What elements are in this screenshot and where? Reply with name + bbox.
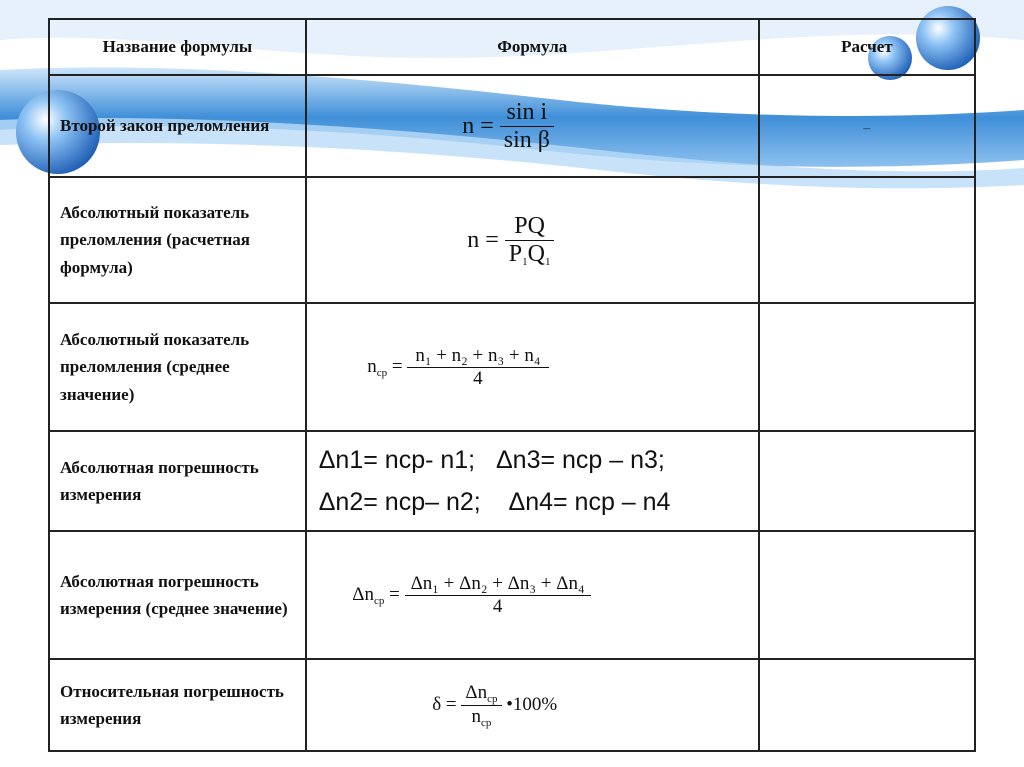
- formula-table: [48, 18, 976, 752]
- formula-abs-errors: Δn1= nср- n1; Δn3= nср – n3; Δn2= nср– n2; Δn4= nср – n4: [318, 446, 671, 516]
- calc-cell: [759, 303, 975, 431]
- row-name: Второй закон преломления: [49, 75, 306, 177]
- table-row: [49, 75, 975, 177]
- formula-index-calc: n = $\frac{PQ}{P_1Q_1}$: [467, 213, 597, 268]
- row-name: Абсолютный показатель преломления (расчетная формула): [49, 177, 306, 303]
- calc-value: –: [863, 121, 871, 136]
- calc-cell: [759, 177, 975, 303]
- row-name: Абсолютный показатель преломления (среднее значение): [49, 303, 306, 431]
- header-name: Название формулы: [49, 19, 306, 75]
- table-header-row: [49, 19, 975, 75]
- calc-cell: [759, 75, 975, 177]
- formula-mean-index: $n_{ср}$ = $\frac{\text{n₁ + n₂ + n₃ + n₄}}{4}$: [367, 345, 697, 390]
- table-row: [49, 659, 975, 751]
- calc-cell: [759, 531, 975, 659]
- formula-cell: [306, 531, 759, 659]
- formula-cell: [306, 303, 759, 431]
- formula-mean-abs-error: $\Delta n_{ср}$ = $\frac{\text{Δn₁ + Δn₂ + Δn₃ + Δn₄}}{4}$: [352, 573, 712, 618]
- formula-cell: [306, 177, 759, 303]
- formula-cell: [306, 75, 759, 177]
- formula-relative-error: δ = $\frac{\Delta n_{ср}}{n_{ср}}$ •100%: [432, 681, 558, 729]
- formula-snell: n = $\frac{\text{sin i}}{\text{sin β}}$: [462, 99, 602, 154]
- header-calc: Расчет: [759, 19, 975, 75]
- table-row: [49, 303, 975, 431]
- formula-cell: [306, 659, 759, 751]
- row-name: Абсолютная погрешность измерения: [49, 431, 306, 531]
- table-row: [49, 531, 975, 659]
- calc-cell: [759, 659, 975, 751]
- table-row: [49, 177, 975, 303]
- row-name: Относительная погрешность измерения: [49, 659, 306, 751]
- header-formula: Формула: [306, 19, 759, 75]
- table-row: [49, 431, 975, 531]
- calc-cell: [759, 431, 975, 531]
- formula-cell: [306, 431, 759, 531]
- row-name: Абсолютная погрешность измерения (среднее значение): [49, 531, 306, 659]
